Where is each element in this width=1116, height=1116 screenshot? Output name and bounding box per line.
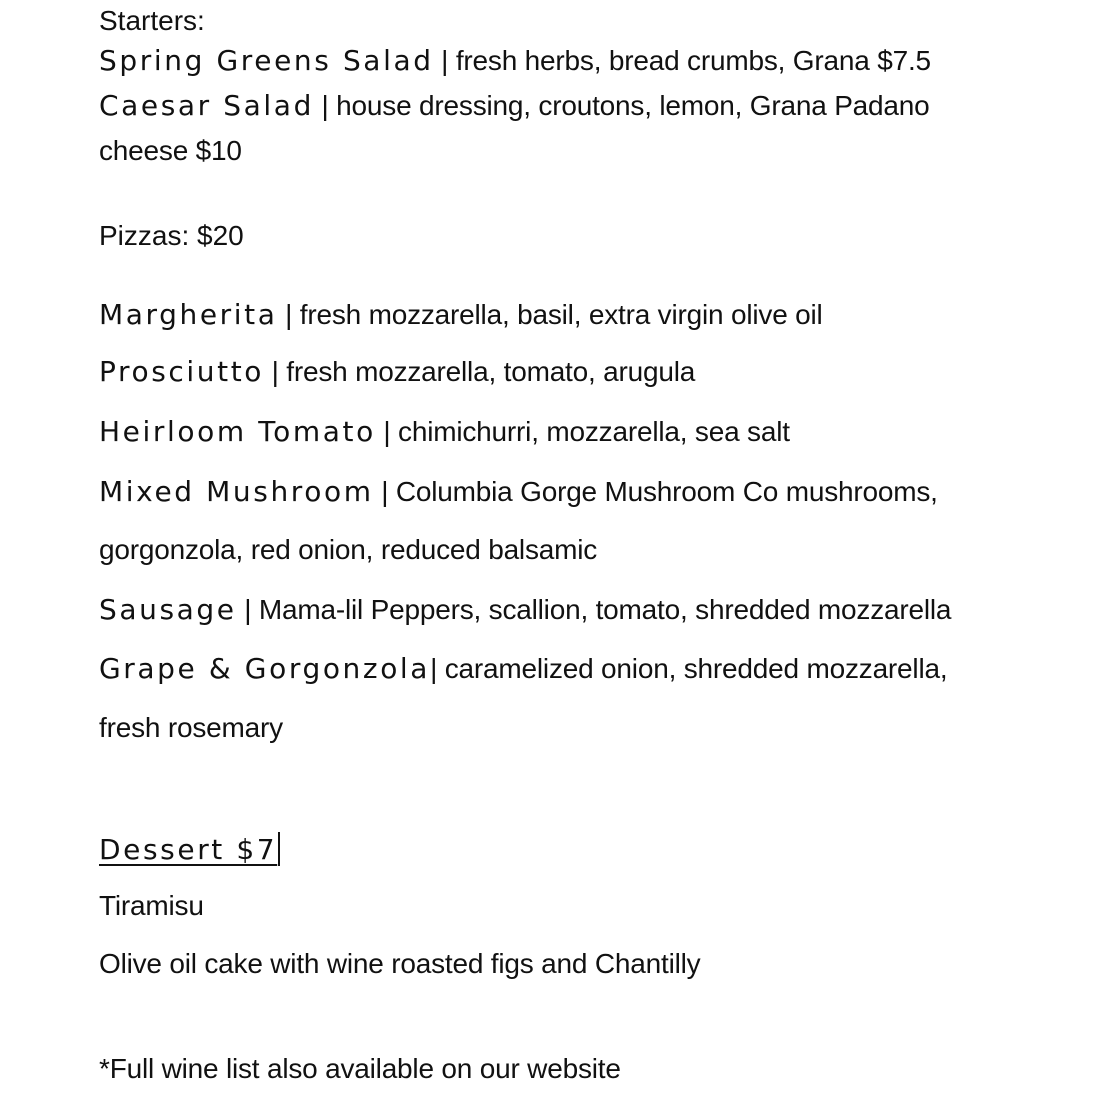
menu-item-sausage (99, 593, 952, 626)
menu-item-prosciutto (99, 355, 696, 388)
dessert-heading-line (99, 832, 280, 866)
item-name: Spring Greens Salad (99, 44, 434, 77)
menu-item-caesar-salad (99, 89, 930, 122)
item-description: | caramelized onion, shredded mozzarella, (430, 653, 948, 684)
starters-heading: Starters: (99, 5, 205, 36)
menu-item-mixed-mushroom (99, 475, 938, 508)
item-description-continued: cheese $10 (99, 135, 242, 166)
wine-list-note: *Full wine list also available on our website (99, 1053, 621, 1084)
pizzas-heading: Pizzas: $20 (99, 220, 244, 251)
dessert-item-tiramisu: Tiramisu (99, 890, 204, 921)
item-description: | house dressing, croutons, lemon, Grana Padano (313, 90, 930, 121)
item-name: Heirloom Tomato (99, 415, 376, 448)
menu-item-grape-gorgonzola (99, 652, 948, 685)
item-name: Mixed Mushroom (99, 475, 374, 508)
item-name: Caesar Salad (99, 89, 314, 122)
item-description-continued: gorgonzola, red onion, reduced balsamic (99, 534, 598, 565)
menu-item-heirloom-tomato (99, 415, 790, 448)
item-description: | fresh herbs, bread crumbs, Grana $7.5 (433, 45, 931, 76)
item-description: | Mama-lil Peppers, scallion, tomato, shredded mozzarella (236, 594, 952, 625)
item-name: Margherita (99, 298, 278, 331)
dessert-item-olive-oil-cake: Olive oil cake with wine roasted figs and Chantilly (99, 948, 701, 979)
item-name: Grape & Gorgonzola (99, 652, 431, 685)
item-description: | chimichurri, mozzarella, sea salt (375, 416, 790, 447)
item-description: | fresh mozzarella, basil, extra virgin olive oil (277, 299, 823, 330)
menu-item-margherita (99, 298, 823, 331)
text-cursor (278, 832, 280, 866)
menu-item-spring-greens (99, 44, 931, 77)
item-name: Prosciutto (99, 355, 265, 388)
item-description-continued: fresh rosemary (99, 712, 283, 743)
item-description: | Columbia Gorge Mushroom Co mushrooms, (373, 476, 938, 507)
item-name: Sausage (99, 593, 237, 626)
item-description: | fresh mozzarella, tomato, arugula (264, 356, 696, 387)
dessert-heading: Dessert $7 (99, 833, 278, 866)
